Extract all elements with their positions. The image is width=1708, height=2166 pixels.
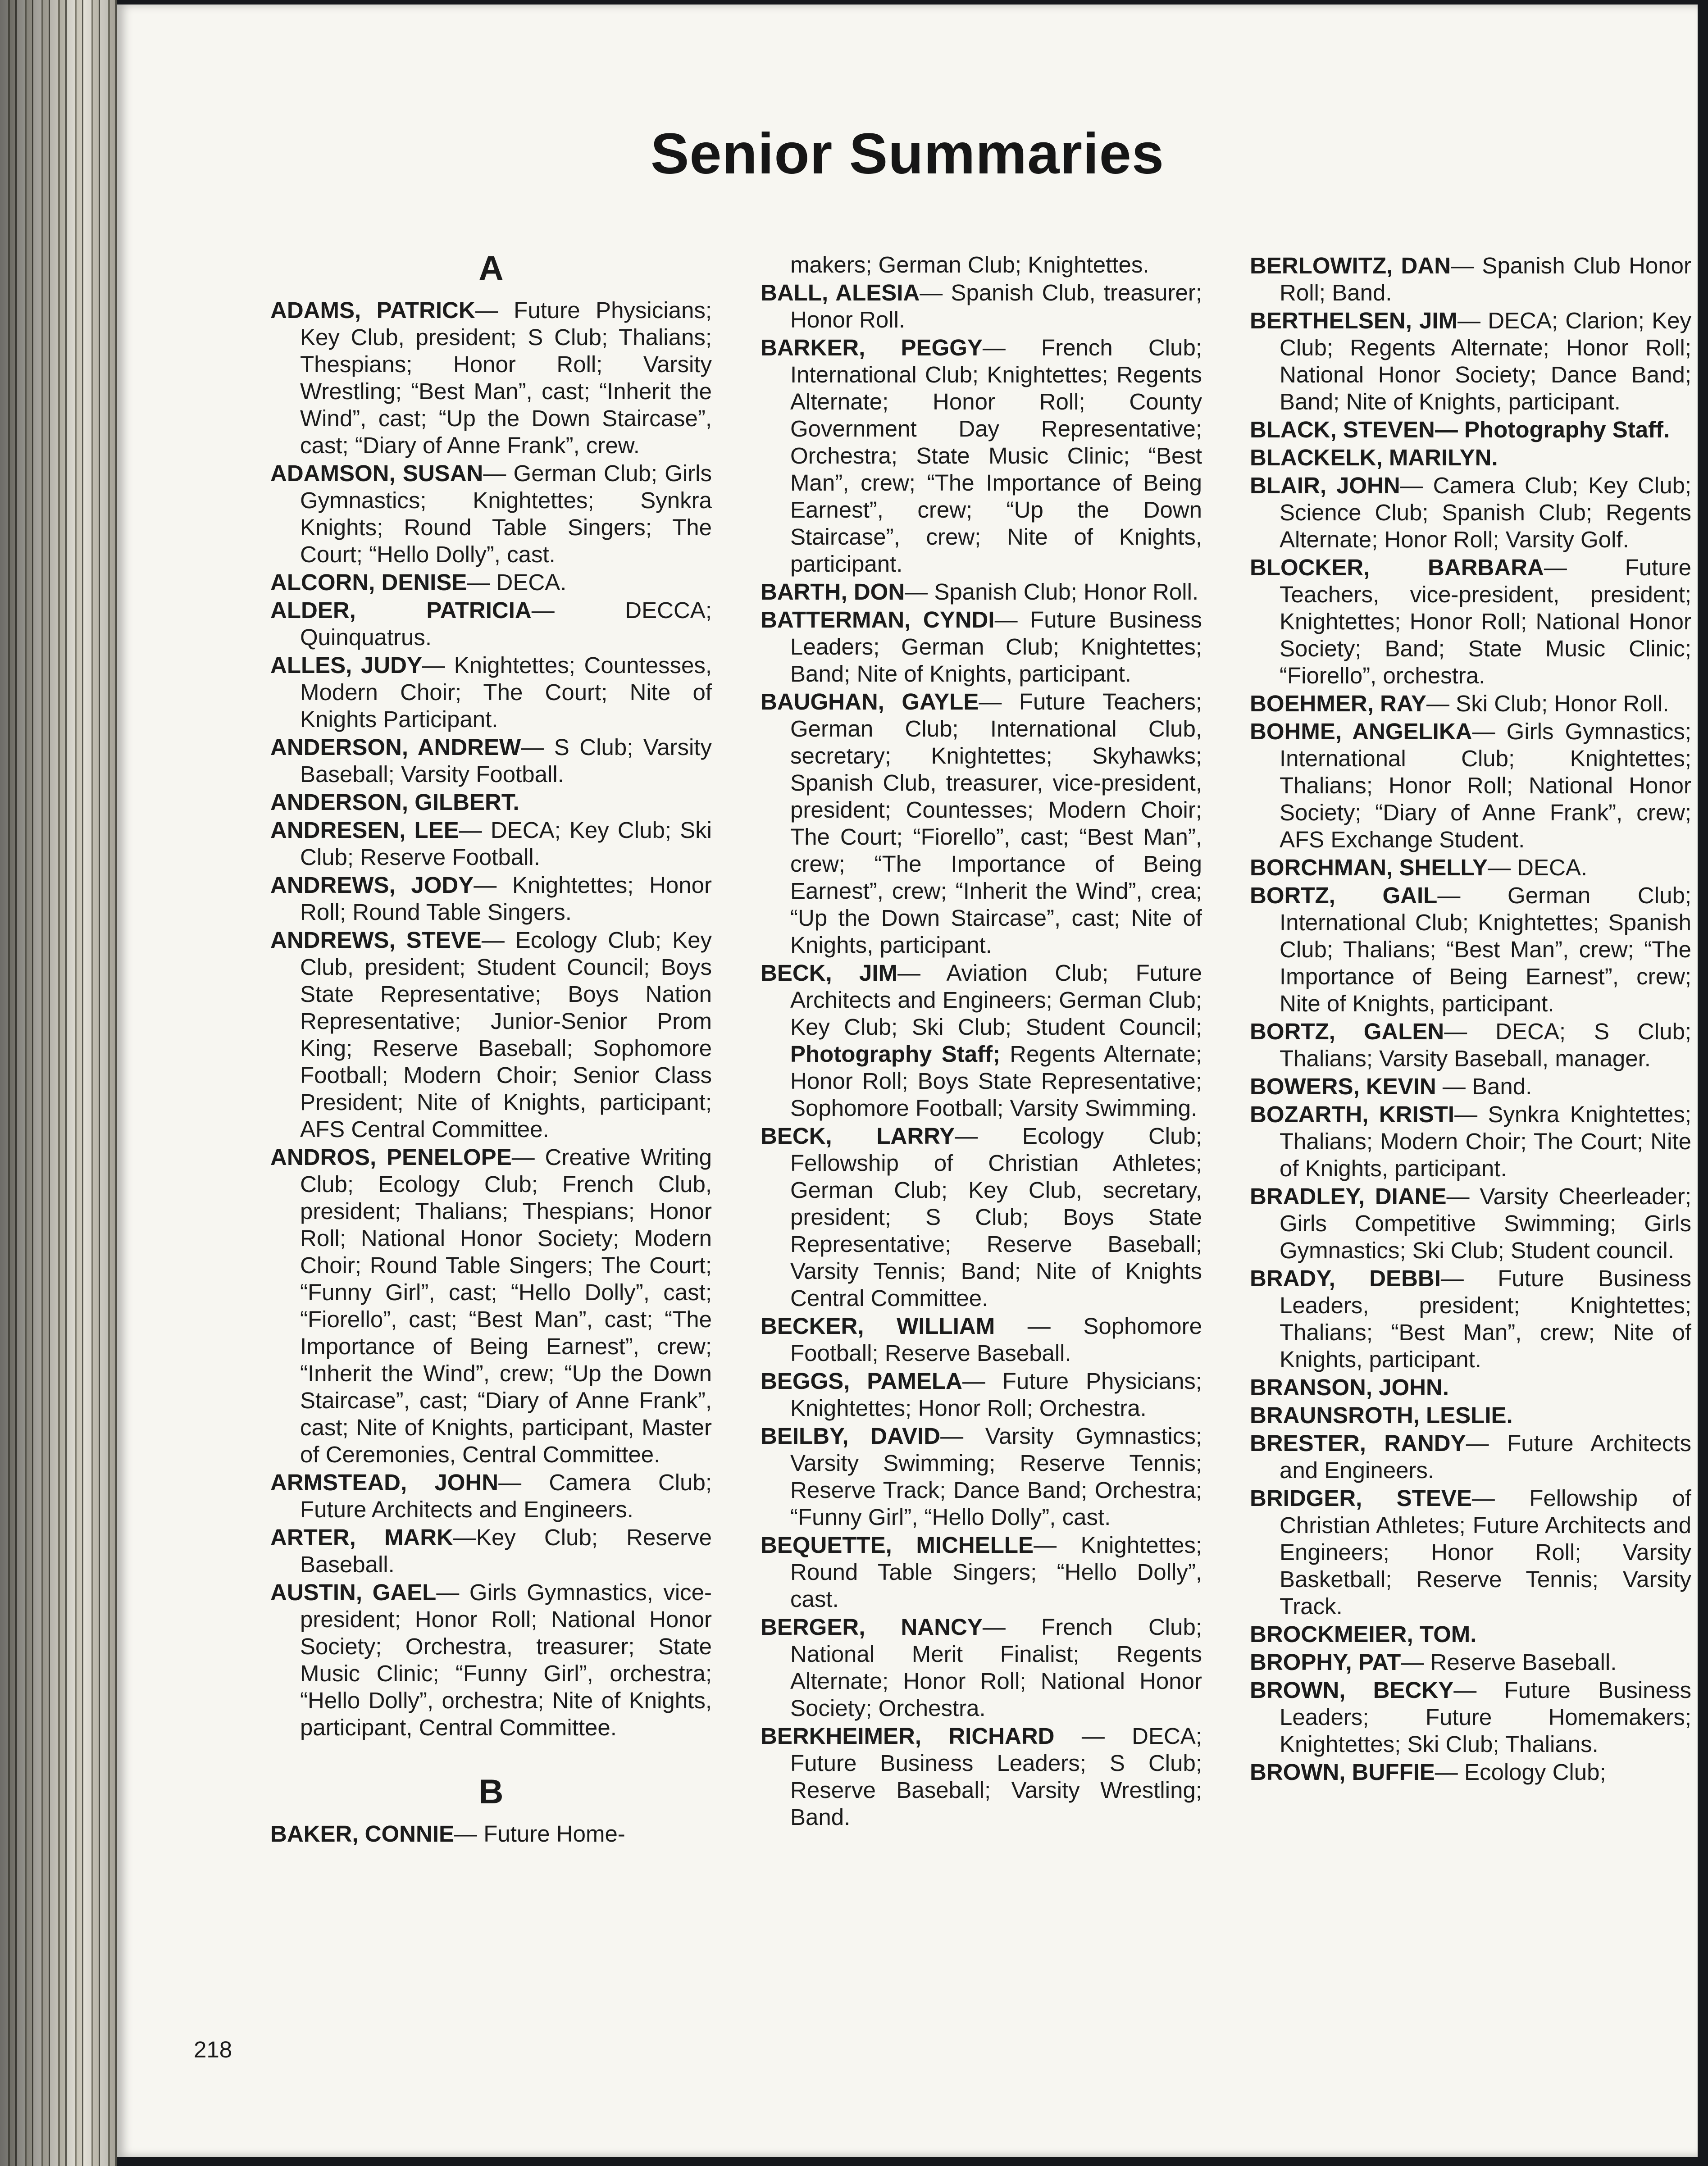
senior-entry [270, 927, 712, 1143]
senior-activities: — Spanish Club; Honor Roll. [905, 579, 1199, 605]
senior-name: BECK, JIM [761, 960, 897, 986]
senior-entry [270, 652, 712, 733]
senior-activities: — Ski Club; Honor Roll. [1426, 691, 1669, 716]
senior-name: BROWN, BUFFIE [1250, 1759, 1435, 1785]
senior-activities: — Camera Club; Key Club; Science Club; Spanish Club; Regents Alternate; Honor Roll; Varsity Golf. [1280, 473, 1691, 552]
senior-activities: — DECA. [1487, 855, 1588, 880]
page-title: Senior Summaries [651, 122, 1164, 186]
senior-activities: — Future Physicians; Knightettes; Honor Roll; Orchestra. [790, 1368, 1202, 1421]
senior-entry [1250, 882, 1691, 1017]
senior-activities: — DECA; Key Club; Ski Club; Reserve Football. [300, 817, 712, 870]
senior-activities-bold: Photography Staff; [790, 1041, 1001, 1067]
senior-entry [270, 734, 712, 788]
senior-name: BERTHELSEN, JIM [1250, 308, 1458, 333]
senior-name: BRADY, DEBBI [1250, 1265, 1441, 1291]
senior-name: BRADLEY, DIANE [1250, 1183, 1447, 1209]
senior-activities: — Aviation Club; Future Architects and Engineers; German Club; Key Club; Ski Club; Student Council; [790, 960, 1202, 1040]
senior-entry [1250, 1677, 1691, 1758]
senior-name: BRANSON, JOHN. [1250, 1374, 1449, 1400]
senior-name: BERGER, NANCY [761, 1614, 983, 1640]
senior-entry [270, 817, 712, 871]
senior-name: ANDROS, PENELOPE [270, 1144, 512, 1170]
senior-name: ADAMS, PATRICK [270, 297, 475, 323]
senior-entry [761, 578, 1202, 605]
senior-activities: — DECA; S Club; Thalians; Varsity Baseball, manager. [1280, 1019, 1691, 1071]
section-letter-b: B [478, 1773, 504, 1811]
senior-name: BRESTER, RANDY [1250, 1430, 1466, 1456]
senior-name: ANDREWS, JODY [270, 872, 474, 898]
senior-activities: — DECA; Clarion; Key Club; Regents Alternate; Honor Roll; National Honor Society; Dance Band; Band; Nite of Knights, participant. [1280, 308, 1691, 414]
senior-name: BOEHMER, RAY [1250, 691, 1427, 716]
senior-entry [1250, 1649, 1691, 1676]
senior-entry [761, 1123, 1202, 1312]
senior-entry [761, 1614, 1202, 1722]
senior-name: BORTZ, GALEN [1250, 1019, 1444, 1044]
senior-name: BOWERS, KEVIN [1250, 1074, 1436, 1099]
senior-name: BLACKELK, MARILYN. [1250, 445, 1498, 470]
column-1 [270, 232, 712, 2097]
senior-activities: — French Club; National Merit Finalist; Regents Alternate; Honor Roll; National Honor Society; Orchestra. [790, 1614, 1202, 1721]
senior-entry [1250, 307, 1691, 415]
senior-activities-bold: — Photography Staff. [1435, 417, 1670, 442]
senior-entry [1250, 554, 1691, 689]
column-2 [761, 251, 1202, 2116]
yearbook-page [117, 5, 1698, 2157]
senior-activities: — Spanish Club, treasurer; Honor Roll. [790, 280, 1202, 332]
senior-activities: — Future Home- [454, 1821, 625, 1847]
senior-entry [1250, 718, 1691, 853]
senior-entry [761, 334, 1202, 578]
senior-entry [1250, 1101, 1691, 1182]
senior-entry [270, 1144, 712, 1468]
senior-entry [270, 1579, 712, 1741]
senior-entry [1250, 1183, 1691, 1264]
page-number: 218 [194, 2037, 232, 2062]
senior-name: ARMSTEAD, JOHN [270, 1470, 499, 1495]
senior-entry [1250, 472, 1691, 553]
senior-activities: — Future Business Leaders; Future Homemakers; Knightettes; Ski Club; Thalians. [1280, 1677, 1691, 1757]
senior-entry [270, 569, 712, 596]
section-letter-a: A [478, 249, 504, 287]
senior-activities: — French Club; International Club; Knightettes; Regents Alternate; Honor Roll; County Government Day Representative; Orchestra; State Music Clinic; “Best Man”, crew; “The Importance of Being Earnest”, crew; “Up the Down Staircase”, crew; Nite of Knights, participant. [790, 335, 1202, 577]
senior-activities: — Synkra Knightettes; Thalians; Modern Choir; The Court; Nite of Knights, participant. [1280, 1101, 1691, 1181]
senior-entry [1250, 1073, 1691, 1100]
senior-name: BRAUNSROTH, LESLIE. [1250, 1402, 1513, 1428]
senior-name: ARTER, MARK [270, 1524, 453, 1550]
senior-activities: — Fellowship of Christian Athletes; Future Architects and Engineers; Honor Roll; Varsity Basketball; Reserve Tennis; Varsity Track. [1280, 1485, 1691, 1619]
senior-name: BLAIR, JOHN [1250, 473, 1400, 498]
senior-name: ANDERSON, GILBERT. [270, 789, 519, 815]
senior-activities: — Reserve Baseball. [1401, 1649, 1617, 1675]
senior-entry [270, 460, 712, 568]
senior-name: BRIDGER, STEVE [1250, 1485, 1472, 1511]
senior-activities: — Future Teachers; German Club; International Club, secretary; Knightettes; Skyhawks; Spanish Club, treasurer, vice-president, president; Countesses; Modern Choir; The Court; “Fiorello”, cast; “Best Man”, crew; “The Importance of Being Earnest”, crew; “Inherit the Wind”, crea; “Up the Down Staircase”, cast; Nite of Knights, participant. [790, 689, 1202, 958]
senior-activities: — Sophomore Football; Reserve Baseball. [790, 1313, 1202, 1366]
senior-name: BEQUETTE, MICHELLE [761, 1532, 1034, 1558]
senior-name: ADAMSON, SUSAN [270, 460, 483, 486]
senior-name: BERKHEIMER, RICHARD [761, 1723, 1055, 1749]
senior-name: BALL, ALESIA [761, 280, 920, 305]
senior-entry [1250, 1374, 1691, 1401]
senior-activities: — DECCA; Quinquatrus. [300, 597, 712, 650]
senior-name: ANDERSON, ANDREW [270, 734, 521, 760]
senior-activities: —Key Club; Reserve Baseball. [300, 1524, 712, 1577]
senior-activities: — Future Business Leaders; German Club; Knightettes; Band; Nite of Knights, participant. [790, 607, 1202, 687]
senior-activities: — Future Business Leaders, president; Knightettes; Thalians; “Best Man”, crew; Nite of Knights, participant. [1280, 1265, 1691, 1372]
senior-entry [1250, 416, 1691, 443]
entry-continuation: makers; German Club; Knightettes. [790, 252, 1149, 278]
senior-entry [270, 1524, 712, 1578]
senior-entry [270, 789, 712, 816]
senior-activities: — Knightettes; Honor Roll; Round Table Singers. [300, 872, 712, 925]
senior-entry [1250, 1430, 1691, 1484]
senior-name: BORTZ, GAIL [1250, 883, 1438, 908]
senior-entry [761, 1532, 1202, 1613]
senior-activities: — DECA; Future Business Leaders; S Club; Reserve Baseball; Varsity Wrestling; Band. [790, 1723, 1202, 1830]
senior-activities: — German Club; Girls Gymnastics; Knightettes; Synkra Knights; Round Table Singers; The Court; “Hello Dolly”, cast. [300, 460, 712, 567]
senior-name: BLOCKER, BARBARA [1250, 555, 1544, 580]
senior-entry [270, 872, 712, 926]
column-3 [1250, 252, 1691, 2117]
senior-name: ANDREWS, STEVE [270, 927, 482, 953]
senior-name: BLACK, STEVEN [1250, 417, 1435, 442]
senior-activities: — DECA. [467, 569, 567, 595]
senior-activities: — Future Physicians; Key Club, president; S Club; Thalians; Thespians; Honor Roll; Varsity Wrestling; “Best Man”, cast; “Inherit the Wind”, cast; “Up the Down Staircase”, cast; “Diary of Anne Frank”, crew. [300, 297, 712, 458]
senior-entry [270, 597, 712, 651]
senior-entry [1250, 252, 1691, 306]
senior-entry [1250, 1621, 1691, 1648]
senior-name: BECKER, WILLIAM [761, 1313, 995, 1339]
senior-entry [761, 960, 1202, 1122]
senior-name: BARKER, PEGGY [761, 335, 983, 360]
senior-entry [1250, 1485, 1691, 1620]
senior-name: ALLES, JUDY [270, 652, 422, 678]
senior-activities: — Ecology Club; [1435, 1759, 1606, 1785]
senior-activities: Regents Alternate; Honor Roll; Boys State Representative; Sophomore Football; Varsity Swimming. [790, 1041, 1202, 1121]
senior-entry [1250, 690, 1691, 717]
senior-entry [270, 1469, 712, 1523]
senior-entry [1250, 444, 1691, 471]
senior-activities: — Knightettes; Countesses, Modern Choir; The Court; Nite of Knights Participant. [300, 652, 712, 732]
senior-name: ALCORN, DENISE [270, 569, 467, 595]
senior-name: ALDER, PATRICIA [270, 597, 532, 623]
senior-activities: — Girls Gymnastics, vice-president; Honor Roll; National Honor Society; Orchestra, treasurer; State Music Clinic; “Funny Girl”, orchestra; “Hello Dolly”, orchestra; Nite of Knights, participant, Central Committee. [300, 1579, 712, 1740]
senior-activities: — Creative Writing Club; Ecology Club; French Club, president; Thalians; Thespians; Honor Roll; National Honor Society; Modern Choir; Round Table Singers; The Court; “Funny Girl”, cast; “Hello Dolly”, cast; “Fiorello”, cast; “Best Man”, cast; “The Importance of Being Earnest”, crew; “Inherit the Wind”, crew; “Up the Down Staircase”, cast; “Diary of Anne Frank”, cast; Nite of Knights, participant, Master of Ceremonies, Central Committee. [300, 1144, 712, 1467]
senior-entry [761, 1723, 1202, 1831]
senior-name: BEILBY, DAVID [761, 1423, 941, 1449]
senior-name: BATTERMAN, CYNDI [761, 607, 995, 633]
senior-entry [761, 688, 1202, 959]
senior-name: BECK, LARRY [761, 1123, 955, 1149]
senior-activities: — Spanish Club Honor Roll; Band. [1280, 253, 1691, 305]
senior-name: BORCHMAN, SHELLY [1250, 855, 1488, 880]
senior-name: AUSTIN, GAEL [270, 1579, 437, 1605]
senior-entry [270, 297, 712, 459]
spine-shadow [0, 0, 117, 2166]
senior-name: BOHME, ANGELIKA [1250, 719, 1472, 744]
senior-activities: — S Club; Varsity Baseball; Varsity Football. [300, 734, 712, 787]
senior-name: BAKER, CONNIE [270, 1821, 455, 1847]
senior-activities: — Knightettes; Round Table Singers; “Hello Dolly”, cast. [790, 1532, 1202, 1612]
senior-entry [761, 1313, 1202, 1367]
senior-name: ANDRESEN, LEE [270, 817, 459, 843]
senior-entry [270, 1820, 712, 1847]
senior-entry [1250, 1402, 1691, 1429]
senior-name: BOZARTH, KRISTI [1250, 1101, 1455, 1127]
senior-entry [761, 1368, 1202, 1422]
senior-activities: — Girls Gymnastics; International Club; Knightettes; Thalians; Honor Roll; National Honor Society; “Diary of Anne Frank”, crew; AFS Exchange Student. [1280, 719, 1691, 852]
senior-entry [761, 1423, 1202, 1531]
senior-entry [761, 279, 1202, 333]
senior-activities: — Future Teachers, vice-president, president; Knightettes; Honor Roll; National Honor Society; Band; State Music Clinic; “Fiorello”, orchestra. [1280, 555, 1691, 688]
senior-activities: — Varsity Gymnastics; Varsity Swimming; Reserve Tennis; Reserve Track; Dance Band; Orchestra; “Funny Girl”, “Hello Dolly”, cast. [790, 1423, 1202, 1530]
senior-name: BAUGHAN, GAYLE [761, 689, 979, 714]
senior-entry [1250, 854, 1691, 881]
senior-name: BROPHY, PAT [1250, 1649, 1401, 1675]
senior-entry [1250, 1018, 1691, 1072]
senior-name: BROCKMEIER, TOM. [1250, 1621, 1477, 1647]
senior-activities: — Camera Club; Future Architects and Engineers. [300, 1470, 712, 1522]
senior-activities: — Future Architects and Engineers. [1280, 1430, 1691, 1483]
senior-name: BEGGS, PAMELA [761, 1368, 962, 1394]
senior-name: BROWN, BECKY [1250, 1677, 1454, 1703]
senior-activities: — German Club; International Club; Knightettes; Spanish Club; Thalians; “Best Man”, crew; “The Importance of Being Earnest”, crew; Nite of Knights, participant. [1280, 883, 1691, 1016]
senior-entry [1250, 1265, 1691, 1373]
senior-activities: — Ecology Club; Key Club, president; Student Council; Boys State Representative; Boys Nation Representative; Junior-Senior Prom King; Reserve Baseball; Sophomore Football; Modern Choir; Senior Class President; Nite of Knights, participant; AFS Central Committee. [300, 927, 712, 1142]
senior-activities: — Varsity Cheerleader; Girls Competitive Swimming; Girls Gymnastics; Ski Club; Student council. [1280, 1183, 1691, 1263]
senior-activities: — Band. [1436, 1074, 1532, 1099]
senior-entry [1250, 1759, 1691, 1786]
senior-name: BERLOWITZ, DAN [1250, 253, 1451, 278]
senior-activities: — Ecology Club; Fellowship of Christian Athletes; German Club; Key Club, secretary, president; S Club; Boys State Representative; Reserve Baseball; Varsity Tennis; Band; Nite of Knights Central Committee. [790, 1123, 1202, 1311]
senior-entry [761, 606, 1202, 687]
senior-name: BARTH, DON [761, 579, 905, 605]
